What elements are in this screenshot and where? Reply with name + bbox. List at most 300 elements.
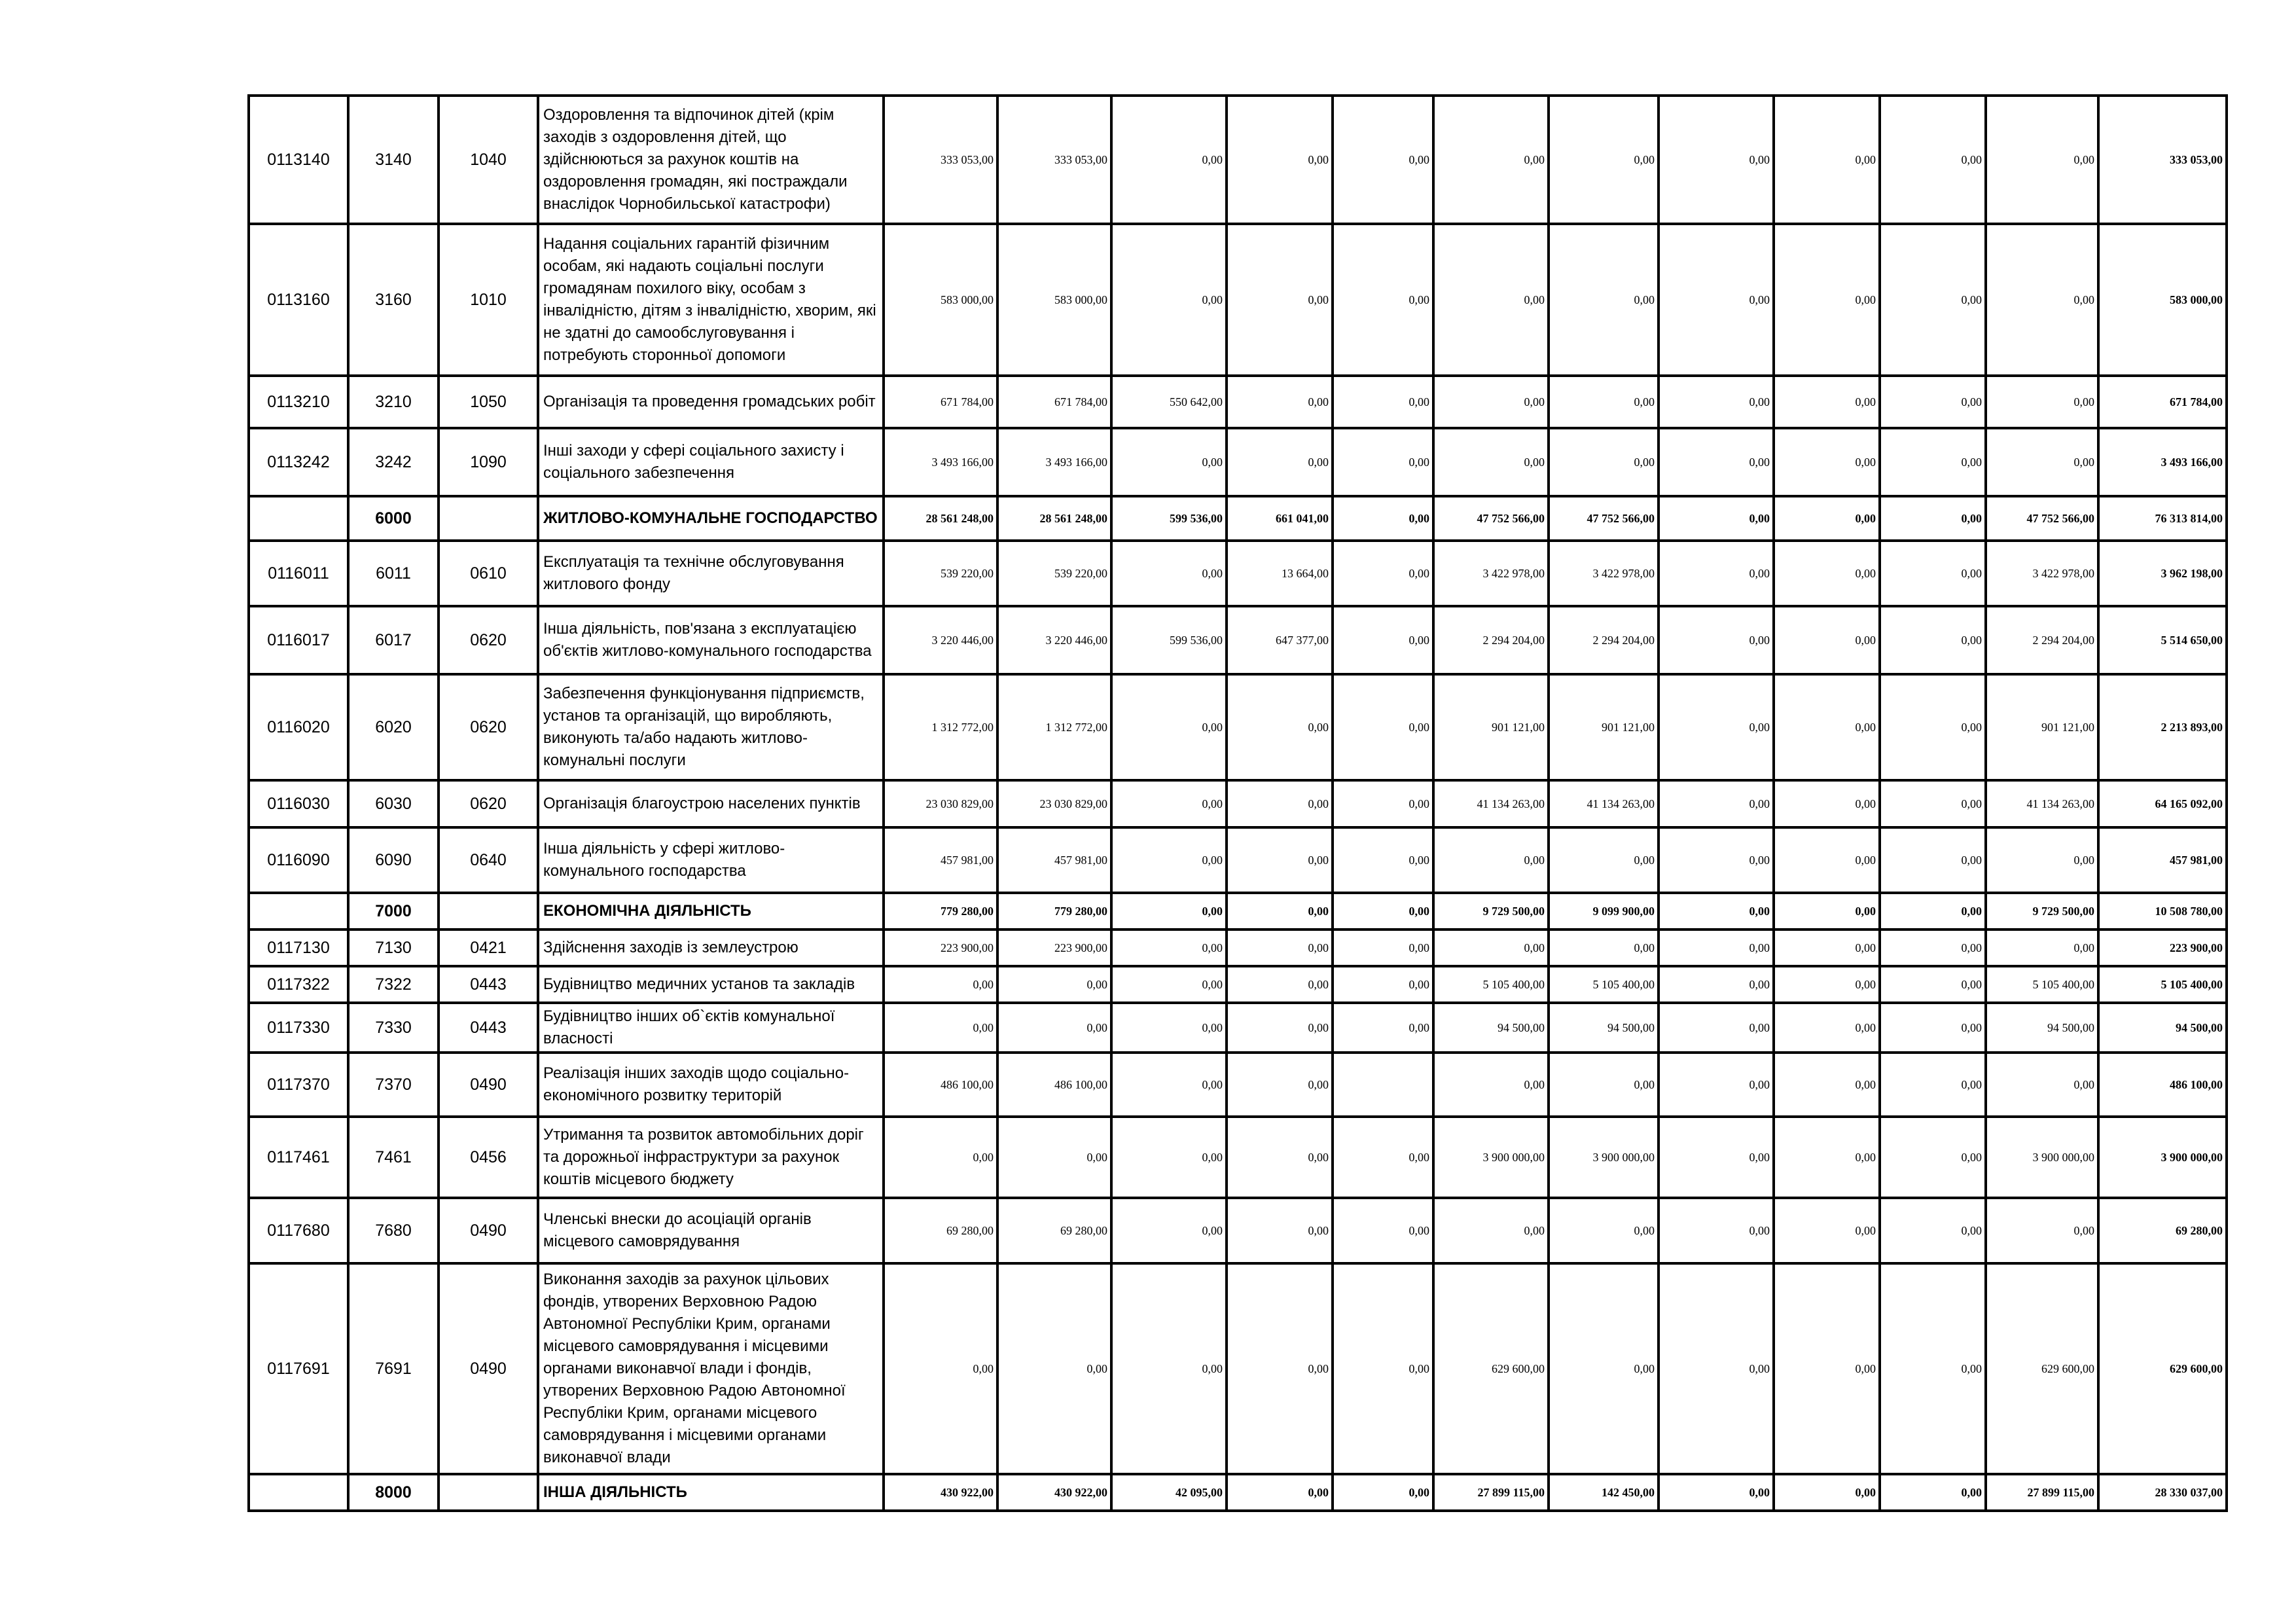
amount-cell: 661 041,00 [1227, 496, 1333, 541]
amount-cell: 0,00 [997, 1003, 1111, 1053]
amount-cell: 0,00 [1227, 1474, 1333, 1511]
amount-cell: 0,00 [1333, 780, 1433, 827]
amount-cell: 3 900 000,00 [1549, 1117, 1659, 1198]
table-row [249, 224, 2227, 376]
amount-cell: 0,00 [1986, 224, 2098, 376]
total-amount-cell: 3 493 166,00 [2098, 428, 2227, 496]
amount-cell: 901 121,00 [1433, 674, 1549, 780]
amount-cell: 0,00 [1333, 1263, 1433, 1474]
total-amount-cell: 5 105 400,00 [2098, 966, 2227, 1003]
table-row [249, 780, 2227, 827]
amount-cell: 13 664,00 [1227, 541, 1333, 606]
amount-cell: 0,00 [1111, 1053, 1227, 1117]
amount-cell: 0,00 [1986, 1198, 2098, 1263]
amount-cell: 0,00 [1227, 1053, 1333, 1117]
amount-cell: 0,00 [884, 1003, 997, 1053]
kpk-code-cell: 7680 [348, 1198, 439, 1263]
amount-cell: 0,00 [1774, 929, 1880, 966]
amount-cell: 0,00 [1433, 1198, 1549, 1263]
amount-cell: 223 900,00 [997, 929, 1111, 966]
total-amount-cell: 671 784,00 [2098, 376, 2227, 428]
amount-cell: 94 500,00 [1986, 1003, 2098, 1053]
amount-cell: 1 312 772,00 [884, 674, 997, 780]
program-name-cell: ІНША ДІЯЛЬНІСТЬ [538, 1474, 884, 1511]
amount-cell: 0,00 [1111, 929, 1227, 966]
amount-cell: 0,00 [1549, 1198, 1659, 1263]
kpk-code-cell: 7000 [348, 893, 439, 929]
amount-cell: 28 561 248,00 [997, 496, 1111, 541]
amount-cell: 0,00 [1433, 1053, 1549, 1117]
amount-cell: 0,00 [1880, 1198, 1986, 1263]
amount-cell: 0,00 [1333, 929, 1433, 966]
kfk-code-cell: 0640 [439, 827, 538, 893]
amount-cell: 671 784,00 [997, 376, 1111, 428]
amount-cell: 69 280,00 [997, 1198, 1111, 1263]
amount-cell: 0,00 [1774, 376, 1880, 428]
kfk-code-cell: 0490 [439, 1053, 538, 1117]
kpk-code-cell: 6017 [348, 606, 439, 674]
amount-cell: 0,00 [1333, 674, 1433, 780]
amount-cell: 5 105 400,00 [1986, 966, 2098, 1003]
program-name-cell: Організація та проведення громадських робіт [538, 376, 884, 428]
amount-cell: 0,00 [1986, 929, 2098, 966]
amount-cell: 0,00 [1111, 780, 1227, 827]
amount-cell: 0,00 [1986, 827, 2098, 893]
total-amount-cell: 583 000,00 [2098, 224, 2227, 376]
program-code-cell: 0116017 [249, 606, 348, 674]
amount-cell: 0,00 [1227, 929, 1333, 966]
program-name-cell: Надання соціальних гарантій фізичним особам, які надають соціальні послуги громадянам похилого віку, особам з інвалідністю, дітям з інвалідністю, хворим, які не здатні до самообслуговування і потребують сторонньої допомоги [538, 224, 884, 376]
amount-cell: 0,00 [1659, 827, 1774, 893]
amount-cell: 0,00 [1774, 1003, 1880, 1053]
amount-cell: 3 220 446,00 [997, 606, 1111, 674]
program-name-cell: Здійснення заходів із землеустрою [538, 929, 884, 966]
kpk-code-cell: 7461 [348, 1117, 439, 1198]
amount-cell: 486 100,00 [997, 1053, 1111, 1117]
program-code-cell: 0113160 [249, 224, 348, 376]
amount-cell: 0,00 [1549, 96, 1659, 224]
amount-cell: 0,00 [1227, 1117, 1333, 1198]
amount-cell: 0,00 [1880, 780, 1986, 827]
amount-cell: 0,00 [1333, 606, 1433, 674]
amount-cell: 5 105 400,00 [1433, 966, 1549, 1003]
amount-cell: 583 000,00 [884, 224, 997, 376]
total-amount-cell: 223 900,00 [2098, 929, 2227, 966]
amount-cell: 0,00 [1111, 674, 1227, 780]
kfk-code-cell: 0620 [439, 780, 538, 827]
total-amount-cell: 333 053,00 [2098, 96, 2227, 224]
amount-cell: 0,00 [1227, 1003, 1333, 1053]
kpk-code-cell: 6000 [348, 496, 439, 541]
program-code-cell [249, 1474, 348, 1511]
amount-cell: 0,00 [1111, 96, 1227, 224]
amount-cell: 3 900 000,00 [1986, 1117, 2098, 1198]
amount-cell: 0,00 [1880, 929, 1986, 966]
amount-cell: 0,00 [1774, 224, 1880, 376]
amount-cell: 0,00 [1659, 1003, 1774, 1053]
program-code-cell: 0113210 [249, 376, 348, 428]
table-row [249, 96, 2227, 224]
amount-cell: 333 053,00 [884, 96, 997, 224]
amount-cell: 430 922,00 [997, 1474, 1111, 1511]
amount-cell: 0,00 [1333, 1198, 1433, 1263]
kfk-code-cell: 0443 [439, 1003, 538, 1053]
kpk-code-cell: 7130 [348, 929, 439, 966]
group-row [249, 496, 2227, 541]
kpk-code-cell: 7330 [348, 1003, 439, 1053]
amount-cell: 0,00 [1880, 428, 1986, 496]
amount-cell: 0,00 [1333, 827, 1433, 893]
amount-cell: 0,00 [1659, 376, 1774, 428]
program-name-cell: Будівництво медичних установ та закладів [538, 966, 884, 1003]
amount-cell: 42 095,00 [1111, 1474, 1227, 1511]
amount-cell: 23 030 829,00 [884, 780, 997, 827]
kfk-code-cell: 0620 [439, 606, 538, 674]
total-amount-cell: 94 500,00 [2098, 1003, 2227, 1053]
amount-cell: 0,00 [1333, 1117, 1433, 1198]
amount-cell: 0,00 [1880, 1117, 1986, 1198]
program-name-cell: ЕКОНОМІЧНА ДІЯЛЬНІСТЬ [538, 893, 884, 929]
amount-cell: 47 752 566,00 [1433, 496, 1549, 541]
total-amount-cell: 457 981,00 [2098, 827, 2227, 893]
amount-cell: 550 642,00 [1111, 376, 1227, 428]
amount-cell: 0,00 [1333, 541, 1433, 606]
program-code-cell [249, 496, 348, 541]
amount-cell: 0,00 [1774, 674, 1880, 780]
amount-cell: 583 000,00 [997, 224, 1111, 376]
amount-cell: 0,00 [1659, 541, 1774, 606]
amount-cell: 27 899 115,00 [1986, 1474, 2098, 1511]
total-amount-cell: 486 100,00 [2098, 1053, 2227, 1117]
kpk-code-cell: 3242 [348, 428, 439, 496]
amount-cell: 1 312 772,00 [997, 674, 1111, 780]
program-name-cell: Експлуатація та технічне обслуговування житлового фонду [538, 541, 884, 606]
amount-cell: 0,00 [1659, 674, 1774, 780]
amount-cell: 0,00 [1659, 780, 1774, 827]
amount-cell: 0,00 [1549, 428, 1659, 496]
kfk-code-cell: 1090 [439, 428, 538, 496]
amount-cell: 0,00 [1659, 496, 1774, 541]
program-name-cell: Забезпечення функціонування підприємств, установ та організацій, що виробляють, виконують та/або надають житлово-комунальні послуги [538, 674, 884, 780]
amount-cell: 647 377,00 [1227, 606, 1333, 674]
program-name-cell: Виконання заходів за рахунок цільових фондів, утворених Верховною Радою Автономної Республіки Крим, органами місцевого самоврядування і місцевими органами виконавчої влади і фондів, утворених Верховною Радою Автономної Республіки Крим, органами місцевого самоврядування і місцевими органами виконавчої влади [538, 1263, 884, 1474]
amount-cell: 0,00 [1774, 428, 1880, 496]
amount-cell: 901 121,00 [1549, 674, 1659, 780]
amount-cell: 0,00 [884, 966, 997, 1003]
program-name-cell: Реалізація інших заходів щодо соціально-економічного розвитку територій [538, 1053, 884, 1117]
program-code-cell: 0113242 [249, 428, 348, 496]
amount-cell: 0,00 [1433, 428, 1549, 496]
total-amount-cell: 3 962 198,00 [2098, 541, 2227, 606]
amount-cell: 0,00 [1333, 428, 1433, 496]
table-row [249, 428, 2227, 496]
kpk-code-cell: 6020 [348, 674, 439, 780]
program-name-cell: Членські внески до асоціацій органів місцевого самоврядування [538, 1198, 884, 1263]
amount-cell: 0,00 [1880, 966, 1986, 1003]
amount-cell: 0,00 [1880, 376, 1986, 428]
kfk-code-cell [439, 496, 538, 541]
amount-cell: 3 493 166,00 [884, 428, 997, 496]
amount-cell: 0,00 [1333, 224, 1433, 376]
amount-cell: 23 030 829,00 [997, 780, 1111, 827]
amount-cell: 0,00 [997, 966, 1111, 1003]
amount-cell: 0,00 [1774, 541, 1880, 606]
amount-cell: 0,00 [1549, 827, 1659, 893]
amount-cell: 0,00 [1111, 428, 1227, 496]
amount-cell: 0,00 [1880, 674, 1986, 780]
table-row [249, 827, 2227, 893]
amount-cell: 0,00 [1659, 1117, 1774, 1198]
amount-cell: 0,00 [1111, 893, 1227, 929]
kfk-code-cell: 0443 [439, 966, 538, 1003]
amount-cell: 0,00 [1880, 606, 1986, 674]
amount-cell: 901 121,00 [1986, 674, 2098, 780]
amount-cell: 0,00 [1227, 96, 1333, 224]
amount-cell: 0,00 [1111, 224, 1227, 376]
amount-cell: 0,00 [1986, 428, 2098, 496]
program-name-cell: Інша діяльність у сфері житлово-комунального господарства [538, 827, 884, 893]
amount-cell: 0,00 [1111, 1198, 1227, 1263]
amount-cell: 0,00 [1880, 224, 1986, 376]
amount-cell: 0,00 [1111, 1003, 1227, 1053]
amount-cell: 0,00 [1549, 376, 1659, 428]
total-amount-cell: 69 280,00 [2098, 1198, 2227, 1263]
amount-cell: 0,00 [1433, 376, 1549, 428]
amount-cell: 3 900 000,00 [1433, 1117, 1549, 1198]
amount-cell: 0,00 [1774, 893, 1880, 929]
amount-cell: 0,00 [1774, 1263, 1880, 1474]
amount-cell: 9 729 500,00 [1433, 893, 1549, 929]
amount-cell: 9 099 900,00 [1549, 893, 1659, 929]
amount-cell: 629 600,00 [1433, 1263, 1549, 1474]
group-row [249, 893, 2227, 929]
program-code-cell: 0116090 [249, 827, 348, 893]
amount-cell: 0,00 [1659, 96, 1774, 224]
table-row [249, 1117, 2227, 1198]
kpk-code-cell: 7691 [348, 1263, 439, 1474]
program-code-cell [249, 893, 348, 929]
program-name-cell: Організація благоустрою населених пунктів [538, 780, 884, 827]
amount-cell: 0,00 [884, 1263, 997, 1474]
program-name-cell: Оздоровлення та відпочинок дітей (крім заходів з оздоровлення дітей, що здійснюються за рахунок коштів на оздоровлення громадян, які постраждали внаслідок Чорнобильської катастрофи) [538, 96, 884, 224]
amount-cell: 0,00 [1333, 1003, 1433, 1053]
kfk-code-cell: 0421 [439, 929, 538, 966]
kpk-code-cell: 6011 [348, 541, 439, 606]
kfk-code-cell: 0620 [439, 674, 538, 780]
group-row [249, 1474, 2227, 1511]
amount-cell: 629 600,00 [1986, 1263, 2098, 1474]
amount-cell: 0,00 [1880, 1053, 1986, 1117]
total-amount-cell: 5 514 650,00 [2098, 606, 2227, 674]
amount-cell: 0,00 [1227, 827, 1333, 893]
kfk-code-cell [439, 893, 538, 929]
amount-cell: 28 561 248,00 [884, 496, 997, 541]
amount-cell: 0,00 [1880, 496, 1986, 541]
table-row [249, 376, 2227, 428]
table-row [249, 541, 2227, 606]
kpk-code-cell: 7370 [348, 1053, 439, 1117]
amount-cell: 94 500,00 [1433, 1003, 1549, 1053]
amount-cell: 2 294 204,00 [1986, 606, 2098, 674]
program-name-cell: Інша діяльність, пов'язана з експлуатацією об'єктів житлово-комунального господарства [538, 606, 884, 674]
amount-cell: 0,00 [1333, 1474, 1433, 1511]
program-code-cell: 0117370 [249, 1053, 348, 1117]
amount-cell: 0,00 [1333, 376, 1433, 428]
program-code-cell: 0117461 [249, 1117, 348, 1198]
amount-cell: 0,00 [1774, 1474, 1880, 1511]
kfk-code-cell: 0490 [439, 1198, 538, 1263]
program-code-cell: 0117130 [249, 929, 348, 966]
table-row [249, 1198, 2227, 1263]
amount-cell: 27 899 115,00 [1433, 1474, 1549, 1511]
amount-cell: 0,00 [1774, 606, 1880, 674]
total-amount-cell: 2 213 893,00 [2098, 674, 2227, 780]
amount-cell: 599 536,00 [1111, 496, 1227, 541]
amount-cell: 223 900,00 [884, 929, 997, 966]
program-name-cell: ЖИТЛОВО-КОМУНАЛЬНЕ ГОСПОДАРСТВО [538, 496, 884, 541]
amount-cell: 9 729 500,00 [1986, 893, 2098, 929]
amount-cell: 0,00 [1433, 224, 1549, 376]
table-row [249, 674, 2227, 780]
amount-cell: 0,00 [1227, 428, 1333, 496]
amount-cell: 486 100,00 [884, 1053, 997, 1117]
amount-cell: 0,00 [997, 1263, 1111, 1474]
amount-cell: 2 294 204,00 [1549, 606, 1659, 674]
amount-cell: 0,00 [1880, 827, 1986, 893]
kfk-code-cell [439, 1474, 538, 1511]
amount-cell: 0,00 [1433, 96, 1549, 224]
amount-cell: 779 280,00 [997, 893, 1111, 929]
program-code-cell: 0117322 [249, 966, 348, 1003]
program-code-cell: 0116020 [249, 674, 348, 780]
kfk-code-cell: 1010 [439, 224, 538, 376]
total-amount-cell: 64 165 092,00 [2098, 780, 2227, 827]
amount-cell: 3 220 446,00 [884, 606, 997, 674]
amount-cell: 0,00 [1227, 893, 1333, 929]
amount-cell: 0,00 [1659, 1474, 1774, 1511]
amount-cell: 0,00 [1880, 96, 1986, 224]
amount-cell: 0,00 [1111, 827, 1227, 893]
amount-cell: 539 220,00 [997, 541, 1111, 606]
amount-cell: 0,00 [1774, 1198, 1880, 1263]
amount-cell: 3 422 978,00 [1433, 541, 1549, 606]
amount-cell: 671 784,00 [884, 376, 997, 428]
amount-cell: 0,00 [1659, 606, 1774, 674]
amount-cell: 0,00 [1659, 893, 1774, 929]
amount-cell: 3 422 978,00 [1549, 541, 1659, 606]
amount-cell: 0,00 [1880, 893, 1986, 929]
amount-cell: 0,00 [1111, 541, 1227, 606]
kpk-code-cell: 7322 [348, 966, 439, 1003]
amount-cell: 94 500,00 [1549, 1003, 1659, 1053]
amount-cell: 0,00 [1227, 1263, 1333, 1474]
amount-cell: 0,00 [1986, 1053, 2098, 1117]
amount-cell: 0,00 [1774, 780, 1880, 827]
amount-cell: 457 981,00 [884, 827, 997, 893]
amount-cell: 0,00 [1986, 96, 2098, 224]
amount-cell: 0,00 [1227, 1198, 1333, 1263]
kpk-code-cell: 8000 [348, 1474, 439, 1511]
amount-cell [1333, 1053, 1433, 1117]
amount-cell: 0,00 [1880, 1003, 1986, 1053]
total-amount-cell: 28 330 037,00 [2098, 1474, 2227, 1511]
amount-cell: 0,00 [1880, 1474, 1986, 1511]
amount-cell: 0,00 [1774, 827, 1880, 893]
amount-cell: 69 280,00 [884, 1198, 997, 1263]
table-row [249, 966, 2227, 1003]
kfk-code-cell: 1040 [439, 96, 538, 224]
amount-cell: 0,00 [1227, 966, 1333, 1003]
kpk-code-cell: 6030 [348, 780, 439, 827]
amount-cell: 430 922,00 [884, 1474, 997, 1511]
program-code-cell: 0113140 [249, 96, 348, 224]
amount-cell: 0,00 [1659, 1198, 1774, 1263]
amount-cell: 0,00 [1659, 966, 1774, 1003]
amount-cell: 0,00 [1227, 780, 1333, 827]
program-code-cell: 0117680 [249, 1198, 348, 1263]
kpk-code-cell: 3140 [348, 96, 439, 224]
amount-cell: 0,00 [1774, 96, 1880, 224]
kfk-code-cell: 0490 [439, 1263, 538, 1474]
table-row [249, 1053, 2227, 1117]
program-name-cell: Будівництво інших об`єктів комунальної власності [538, 1003, 884, 1053]
amount-cell: 0,00 [1333, 893, 1433, 929]
total-amount-cell: 629 600,00 [2098, 1263, 2227, 1474]
program-name-cell: Інші заходи у сфері соціального захисту і соціального забезпечення [538, 428, 884, 496]
amount-cell: 599 536,00 [1111, 606, 1227, 674]
amount-cell: 47 752 566,00 [1986, 496, 2098, 541]
kfk-code-cell: 0610 [439, 541, 538, 606]
amount-cell: 142 450,00 [1549, 1474, 1659, 1511]
amount-cell: 0,00 [1880, 541, 1986, 606]
amount-cell: 41 134 263,00 [1986, 780, 2098, 827]
amount-cell: 0,00 [1774, 496, 1880, 541]
amount-cell: 41 134 263,00 [1433, 780, 1549, 827]
amount-cell: 41 134 263,00 [1549, 780, 1659, 827]
amount-cell: 0,00 [1880, 1263, 1986, 1474]
amount-cell: 0,00 [1227, 376, 1333, 428]
program-name-cell: Утримання та розвиток автомобільних доріг та дорожньої інфраструктури за рахунок коштів місцевого бюджету [538, 1117, 884, 1198]
amount-cell: 0,00 [1549, 224, 1659, 376]
amount-cell: 0,00 [1227, 674, 1333, 780]
total-amount-cell: 76 313 814,00 [2098, 496, 2227, 541]
amount-cell: 0,00 [1111, 966, 1227, 1003]
kpk-code-cell: 6090 [348, 827, 439, 893]
table-row [249, 1263, 2227, 1474]
table-row [249, 1003, 2227, 1053]
amount-cell: 0,00 [1549, 929, 1659, 966]
amount-cell: 0,00 [1111, 1263, 1227, 1474]
amount-cell: 539 220,00 [884, 541, 997, 606]
amount-cell: 0,00 [1659, 1053, 1774, 1117]
amount-cell: 3 493 166,00 [997, 428, 1111, 496]
amount-cell: 0,00 [1549, 1263, 1659, 1474]
amount-cell: 0,00 [1986, 376, 2098, 428]
amount-cell: 3 422 978,00 [1986, 541, 2098, 606]
total-amount-cell: 3 900 000,00 [2098, 1117, 2227, 1198]
kpk-code-cell: 3210 [348, 376, 439, 428]
program-code-cell: 0117691 [249, 1263, 348, 1474]
amount-cell: 0,00 [1659, 224, 1774, 376]
amount-cell: 0,00 [1333, 496, 1433, 541]
table-row [249, 606, 2227, 674]
amount-cell: 0,00 [1111, 1117, 1227, 1198]
amount-cell: 0,00 [1433, 929, 1549, 966]
amount-cell: 0,00 [1774, 1117, 1880, 1198]
kpk-code-cell: 3160 [348, 224, 439, 376]
table-row [249, 929, 2227, 966]
amount-cell: 0,00 [1333, 966, 1433, 1003]
